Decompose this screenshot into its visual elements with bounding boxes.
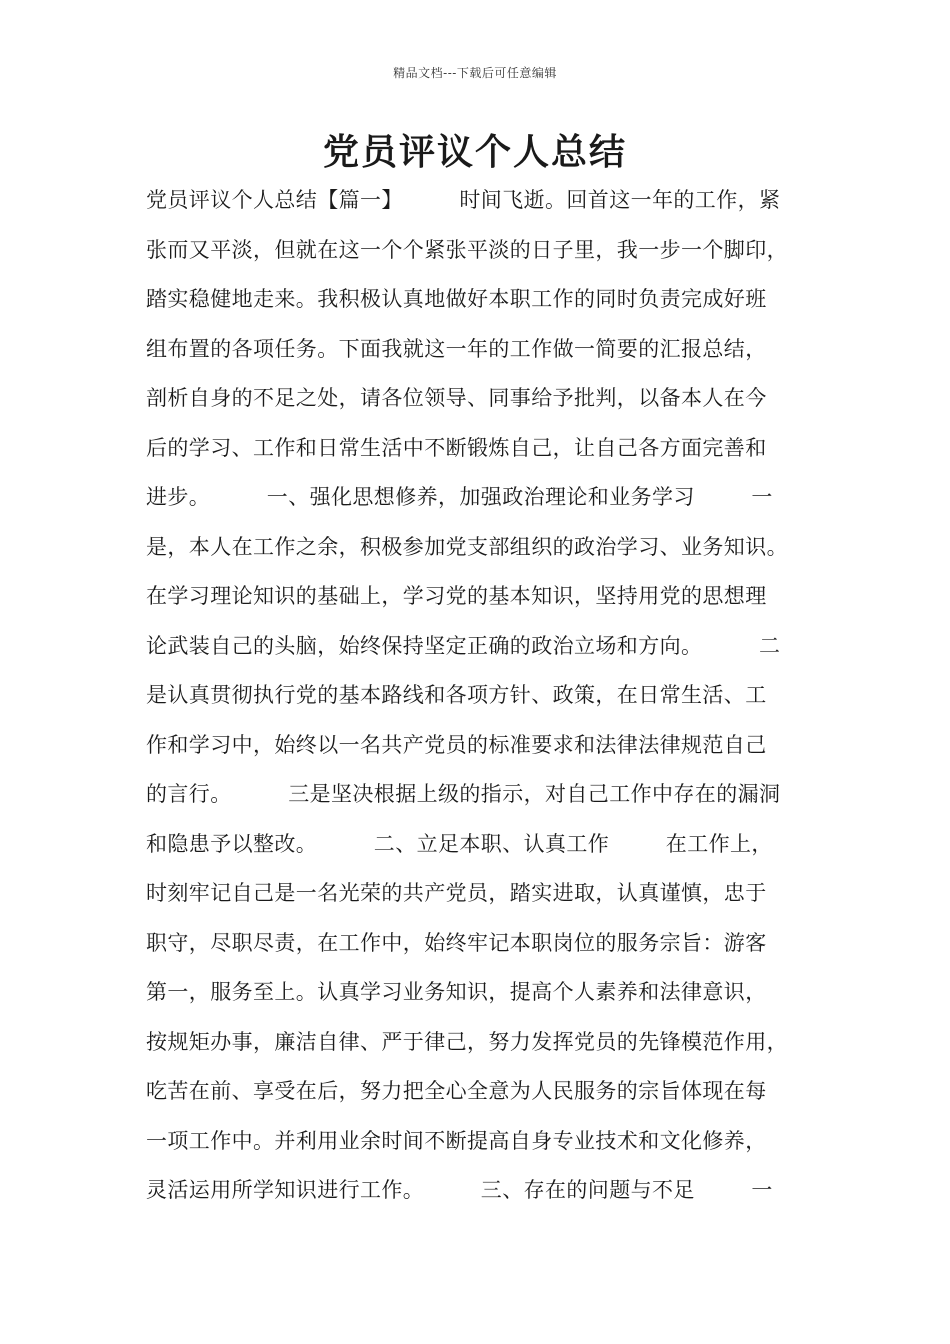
header-note: 精品文档---下载后可任意编辑 — [393, 66, 557, 80]
body-line: 是，本人在工作之余，积极参加党支部组织的政治学习、业务知识。 — [146, 534, 788, 559]
body-line: 和隐患予以整改。 二、立足本职、认真工作 在工作上， — [146, 831, 773, 856]
body-line: 党员评议个人总结【篇一】 时间飞逝。回首这一年的工作，紧 — [146, 188, 781, 212]
body-line: 的言行。 三是坚决根据上级的指示，对自己工作中存在的漏洞 — [146, 782, 781, 806]
body-line: 踏实稳健地走来。我积极认真地做好本职工作的同时负责完成好班 — [146, 287, 767, 311]
body-line: 一项工作中。并利用业余时间不断提高自身专业技术和文化修养， — [146, 1128, 767, 1153]
body-line: 组布置的各项任务。下面我就这一年的工作做一简要的汇报总结， — [146, 336, 767, 361]
body-line: 时刻牢记自己是一名光荣的共产党员，踏实进取，认真谨慎，忠于 — [146, 881, 767, 905]
body-line: 作和学习中，始终以一名共产党员的标准要求和法律法律规范自己 — [146, 732, 767, 757]
body-line: 论武装自己的头脑，始终保持坚定正确的政治立场和方向。 二 — [146, 633, 781, 658]
body-line: 后的学习、工作和日常生活中不断锻炼自己，让自己各方面完善和 — [146, 435, 767, 460]
page-title: 党员评议个人总结 — [322, 131, 627, 173]
body-line: 职守，尽职尽责，在工作中，始终牢记本职岗位的服务宗旨：游客 — [146, 930, 767, 955]
body-line: 灵活运用所学知识进行工作。 三、存在的问题与不足 一 — [146, 1178, 773, 1202]
body-line: 剖析自身的不足之处，请各位领导、同事给予批判，以备本人在今 — [146, 386, 767, 410]
body-text — [146, 176, 836, 1216]
body-line: 按规矩办事，廉洁自律、严于律己，努力发挥党员的先锋模范作用， — [146, 1029, 788, 1054]
body-line: 是认真贯彻执行党的基本路线和各项方针、政策，在日常生活、工 — [146, 683, 767, 707]
body-line: 进步。 一、强化思想修养，加强政治理论和业务学习 一 — [146, 485, 773, 509]
body-line: 在学习理论知识的基础上，学习党的基本知识，坚持用党的思想理 — [146, 584, 767, 608]
body-line: 第一，服务至上。认真学习业务知识，提高个人素养和法律意识， — [146, 980, 767, 1004]
body-line: 张而又平淡，但就在这一个个紧张平淡的日子里，我一步一个脚印， — [146, 237, 788, 262]
body-line: 吃苦在前、享受在后，努力把全心全意为人民服务的宗旨体现在每 — [146, 1079, 767, 1103]
